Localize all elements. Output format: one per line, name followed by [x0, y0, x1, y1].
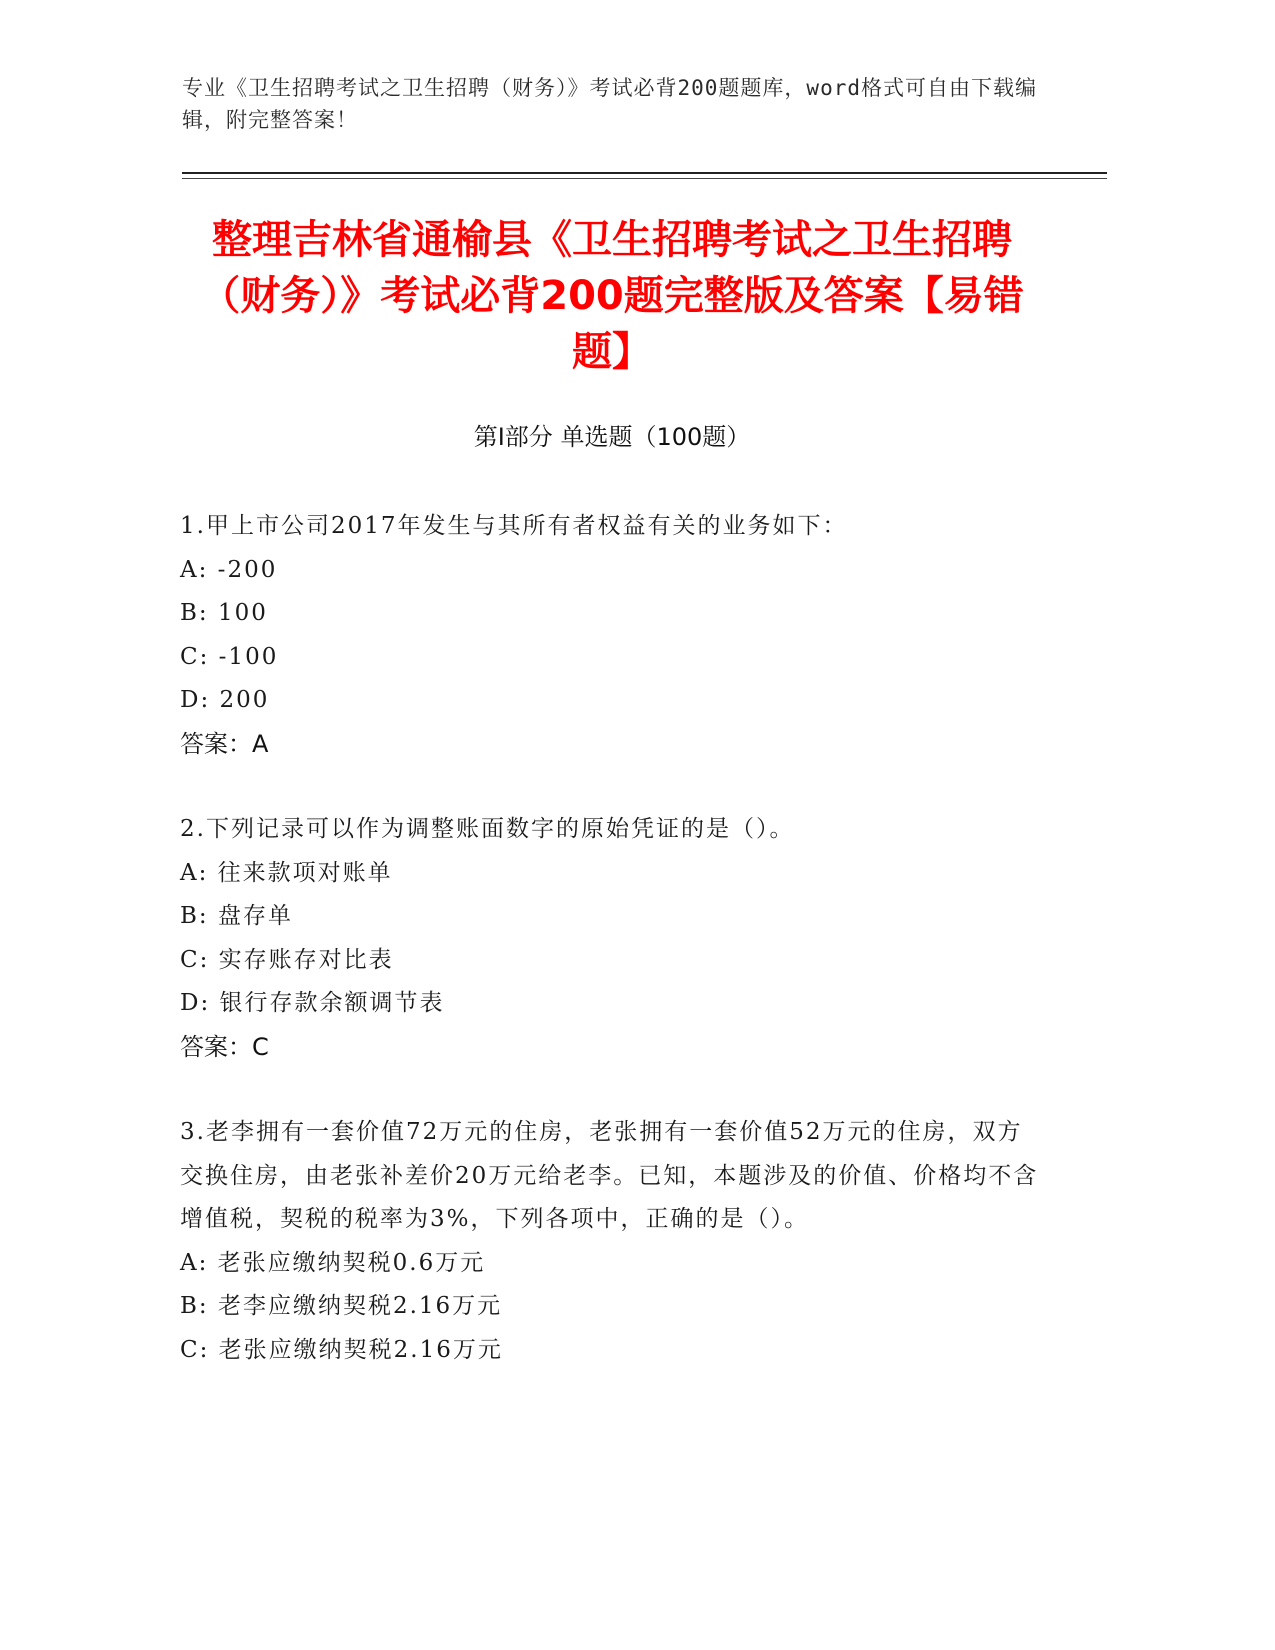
question-stem: 2.下列记录可以作为调整账面数字的原始凭证的是（）。: [180, 816, 795, 842]
option-d: D: 银行存款余额调节表: [180, 990, 445, 1016]
question-stem: 1.甲上市公司2017年发生与其所有者权益有关的业务如下：: [180, 513, 848, 539]
header-note: 专业《卫生招聘考试之卫生招聘（财务）》考试必背200题题库，word格式可自由下载编辑，附完整答案！: [182, 76, 1037, 132]
option-a: A: -200: [180, 556, 278, 583]
answer: 答案：A: [180, 729, 269, 758]
option-c: C: -100: [180, 643, 279, 670]
option-a: A: 老张应缴纳契税0.6万元: [180, 1249, 486, 1276]
document-title: 整理吉林省通榆县《卫生招聘考试之卫生招聘（财务）》考试必背200题完整版及答案【易错题】: [200, 217, 1024, 375]
section-title: 第Ⅰ部分 单选题（100题）: [473, 423, 751, 451]
question-3: [180, 1111, 1040, 1372]
option-a: A: 往来款项对账单: [180, 859, 393, 886]
answer: 答案：C: [180, 1032, 269, 1061]
header-divider-thick: [182, 172, 1107, 174]
option-c: C: 老张应缴纳契税2.16万元: [180, 1336, 503, 1363]
option-d: D: 200: [180, 687, 270, 713]
header-divider-thin: [182, 178, 1107, 179]
option-b: B: 盘存单: [180, 903, 293, 929]
question-2: [180, 808, 1040, 1069]
question-1: [180, 505, 1040, 766]
option-c: C: 实存账存对比表: [180, 946, 394, 973]
option-b: B: 老李应缴纳契税2.16万元: [180, 1293, 503, 1319]
question-list: [180, 505, 1040, 1414]
option-b: B: 100: [180, 600, 268, 626]
question-stem: 3.老李拥有一套价值72万元的住房，老张拥有一套价值52万元的住房，双方交换住房，由老张补差价20万元给老李。已知，本题涉及的价值、价格均不含增值税，契税的税率为3%，下列各项中，正确的是（）。: [180, 1119, 1039, 1232]
